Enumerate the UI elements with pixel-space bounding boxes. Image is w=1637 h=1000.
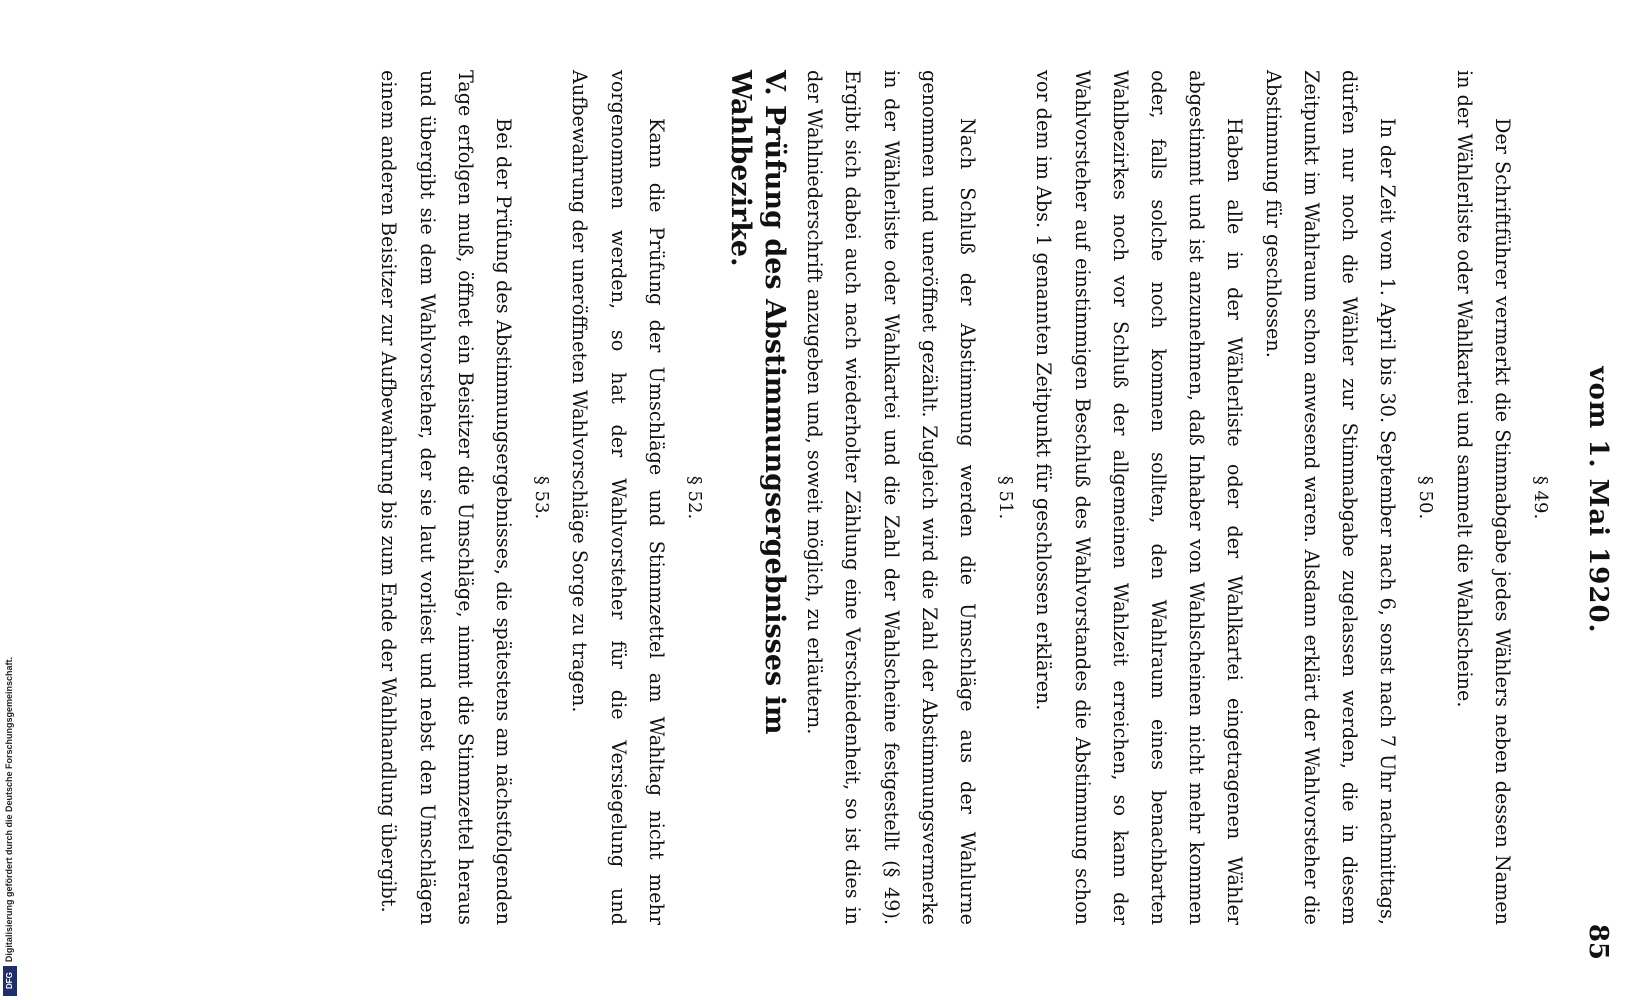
section-53-paragraph: Bei der Prüfung des Abstimmungsergebnisses, die spätestens am nächstfolgenden Tage erfolgen muß, öffnet ein Beisitzer die Umschläge, nimmt die Stimmzettel heraus und übergibt sie dem Wahlvorsteher, der sie laut vorliest und nebst den Umschlägen einem anderen Beisitzer zur Aufbewahrung bis zum Ende der Wahlhandlung übergibt. <box>377 70 515 925</box>
chapter-heading: V. Prüfung des Abstimmungsergebnisses im Wahlbezirke. <box>724 70 790 735</box>
page-header <box>1573 40 1613 960</box>
page-number: 85 <box>1583 923 1613 960</box>
section-51-paragraph: Nach Schluß der Abstimmung werden die Umschläge aus der Wahlurne genommen und uneröffnet gezählt. Zugleich wird die Zahl der Abstimmungsvermerke in der Wählerliste oder Wahlkartei und die Zahl der Wahlscheine festgestellt (§ 49). Ergibt sich dabei auch nach wiederholter Zählung eine Verschiedenheit, so ist dies in der Wahlniederschrift anzugeben und, soweit möglich, zu erläutern. <box>803 70 979 925</box>
page-body <box>369 70 1559 925</box>
section-50-paragraph-2: Haben alle in der Wählerliste oder der Wahlkartei eingetragenen Wähler abgestimmt und ist anzunehmen, daß Inhaber von Wahlscheinen nicht mehr kommen oder, falls solche noch kommen sollten, den Wahlraum eines benachbarten Wahlbezirkes noch vor Schluß der allgemeinen Wahlzeit erreichen, so kann der Wahlvorsteher auf einstimmigen Beschluß des Wahlvorstandes die Abstimmung schon vor dem im Abs. 1 genannten Zeitpunkt für geschlossen erklären. <box>1032 70 1247 925</box>
section-50-mark: § 50. <box>1415 475 1437 520</box>
section-50-paragraph-1: In der Zeit vom 1. April bis 30. September nach 6, sonst nach 7 Uhr nachmittags, dürfen nur noch die Wähler zur Stimmabgabe zugelassen werden, die in diesem Zeitpunkt im Wahlraum schon anwesend waren. Alsdann erklärt der Wahlvorsteher die Abstimmung für geschlossen. <box>1261 70 1400 925</box>
section-51-mark: § 51. <box>995 475 1017 520</box>
section-52-paragraph: Kann die Prüfung der Umschläge und Stimmzettel am Wahltag nicht mehr vorgenommen werden, so hat der Wahlvorsteher für die Versiegelung und Aufbewahrung der uneröffneten Wahlvorschläge Sorge zu tragen. <box>568 70 668 925</box>
section-52-mark: § 52. <box>683 475 705 520</box>
section-49-paragraph: Der Schriftführer vermerkt die Stimmabgabe jedes Wählers neben dessen Namen in der Wählerliste oder Wahlkartei und sammelt die Wahlscheine. <box>1452 70 1514 925</box>
section-49-mark: § 49. <box>1530 475 1551 520</box>
running-head: vom 1. Mai 1920. <box>1583 366 1613 634</box>
section-53-mark: § 53. <box>531 475 553 520</box>
scan-credit-strip <box>0 600 20 1000</box>
dfg-logo-icon: DFG <box>3 966 17 996</box>
scan-credit-text: Digitalisierung gefördert durch die Deutsche Forschungsgemeinschaft. <box>4 656 14 962</box>
